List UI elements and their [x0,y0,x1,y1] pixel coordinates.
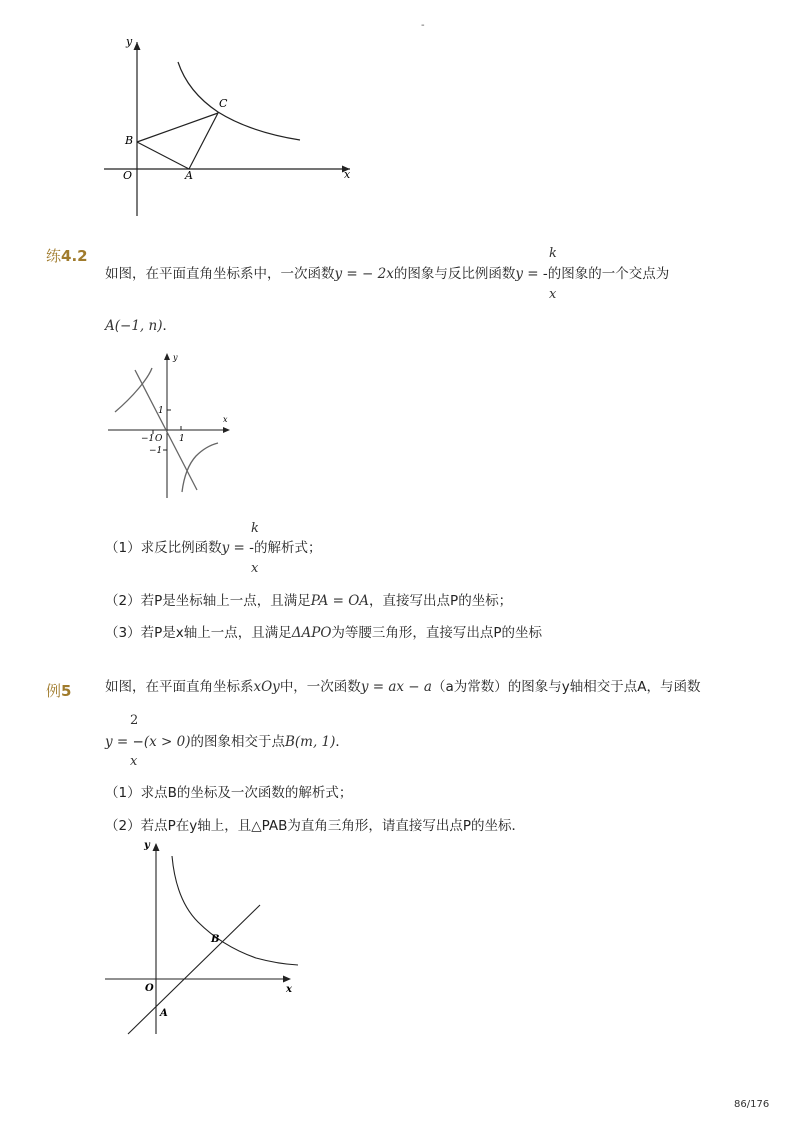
exercise-label-4-2: 练4.2 [46,247,88,265]
ex42-question-1: （1）求反比例函数y = -的解析式； [105,540,322,556]
hyperbola-branch-lower-right [182,443,218,492]
fig2-tick-y-1: 1 [158,406,164,416]
page-number: 86/176 [734,1099,770,1110]
ex42-line2: A(−1, n)． [105,318,176,334]
triangle-abc [137,113,218,169]
fig3-x-label: x [286,984,292,995]
hyperbola-curve [172,856,298,965]
ex5-question-2: （2）若点P在y轴上，且△PAB为直角三角形，请直接写出点P的坐标． [105,818,526,834]
ex5-question-1: （1）求点B的坐标及一次函数的解析式； [105,785,353,801]
ex42-q1-frac-numerator: k [251,521,259,536]
line-y-ax-minus-a [128,905,260,1034]
fig3-point-b-label: B [211,934,220,945]
fig1-y-label: y [126,35,133,48]
example-label-5: 例5 [46,682,72,700]
ex5-frac-denominator: x [130,754,138,769]
fig1-x-label: x [344,168,351,181]
fig1-point-b-label: B [125,134,134,147]
hyperbola-curve [178,62,300,140]
ex42-question-3: （3）若P是x轴上一点，且满足ΔAPO为等腰三角形，直接写出点P的坐标 [105,625,543,641]
figure-triangle-hyperbola [100,30,360,225]
ex5-frac-numerator: 2 [130,713,139,728]
fig3-point-a-label: A [160,1008,168,1019]
fig1-point-a-label: A [185,169,193,182]
fig2-y-label: y [173,353,178,362]
figure-line-and-hyperbola [105,350,235,500]
fig2-tick-x-neg1: −1 [141,434,155,444]
ex42-question-2: （2）若P是坐标轴上一点，且满足PA = OA，直接写出点P的坐标； [105,593,513,609]
header-mark: - [421,20,425,31]
ex42-frac-numerator: k [549,246,557,261]
ex5-line1: 如图，在平面直角坐标系xOy中，一次函数y = ax − a（a为常数）的图象与y轴相交于点A，与函数 [105,679,701,695]
figure-line-and-hyperbola-b [100,838,300,1038]
hyperbola-branch-upper-left [115,368,152,412]
fig3-y-label: y [144,840,150,851]
fig3-origin-label: O [145,983,154,994]
fig1-origin-label: O [123,169,133,182]
fig2-x-label: x [223,415,228,424]
ex42-frac-denominator: x [549,287,557,302]
fig2-tick-x-1: 1 [179,434,185,444]
ex42-line1: 如图，在平面直角坐标系中，一次函数y = − 2x的图象与反比例函数y = -的图象的一个交点为 [105,266,670,282]
fig2-tick-y-neg1: −1 [149,446,163,456]
ex42-q1-frac-denominator: x [251,561,259,576]
fig2-origin-label: O [155,434,163,444]
fig1-point-c-label: C [219,97,228,110]
ex5-line2: y = −(x > 0)的图象相交于点B(m, 1)． [105,734,349,750]
